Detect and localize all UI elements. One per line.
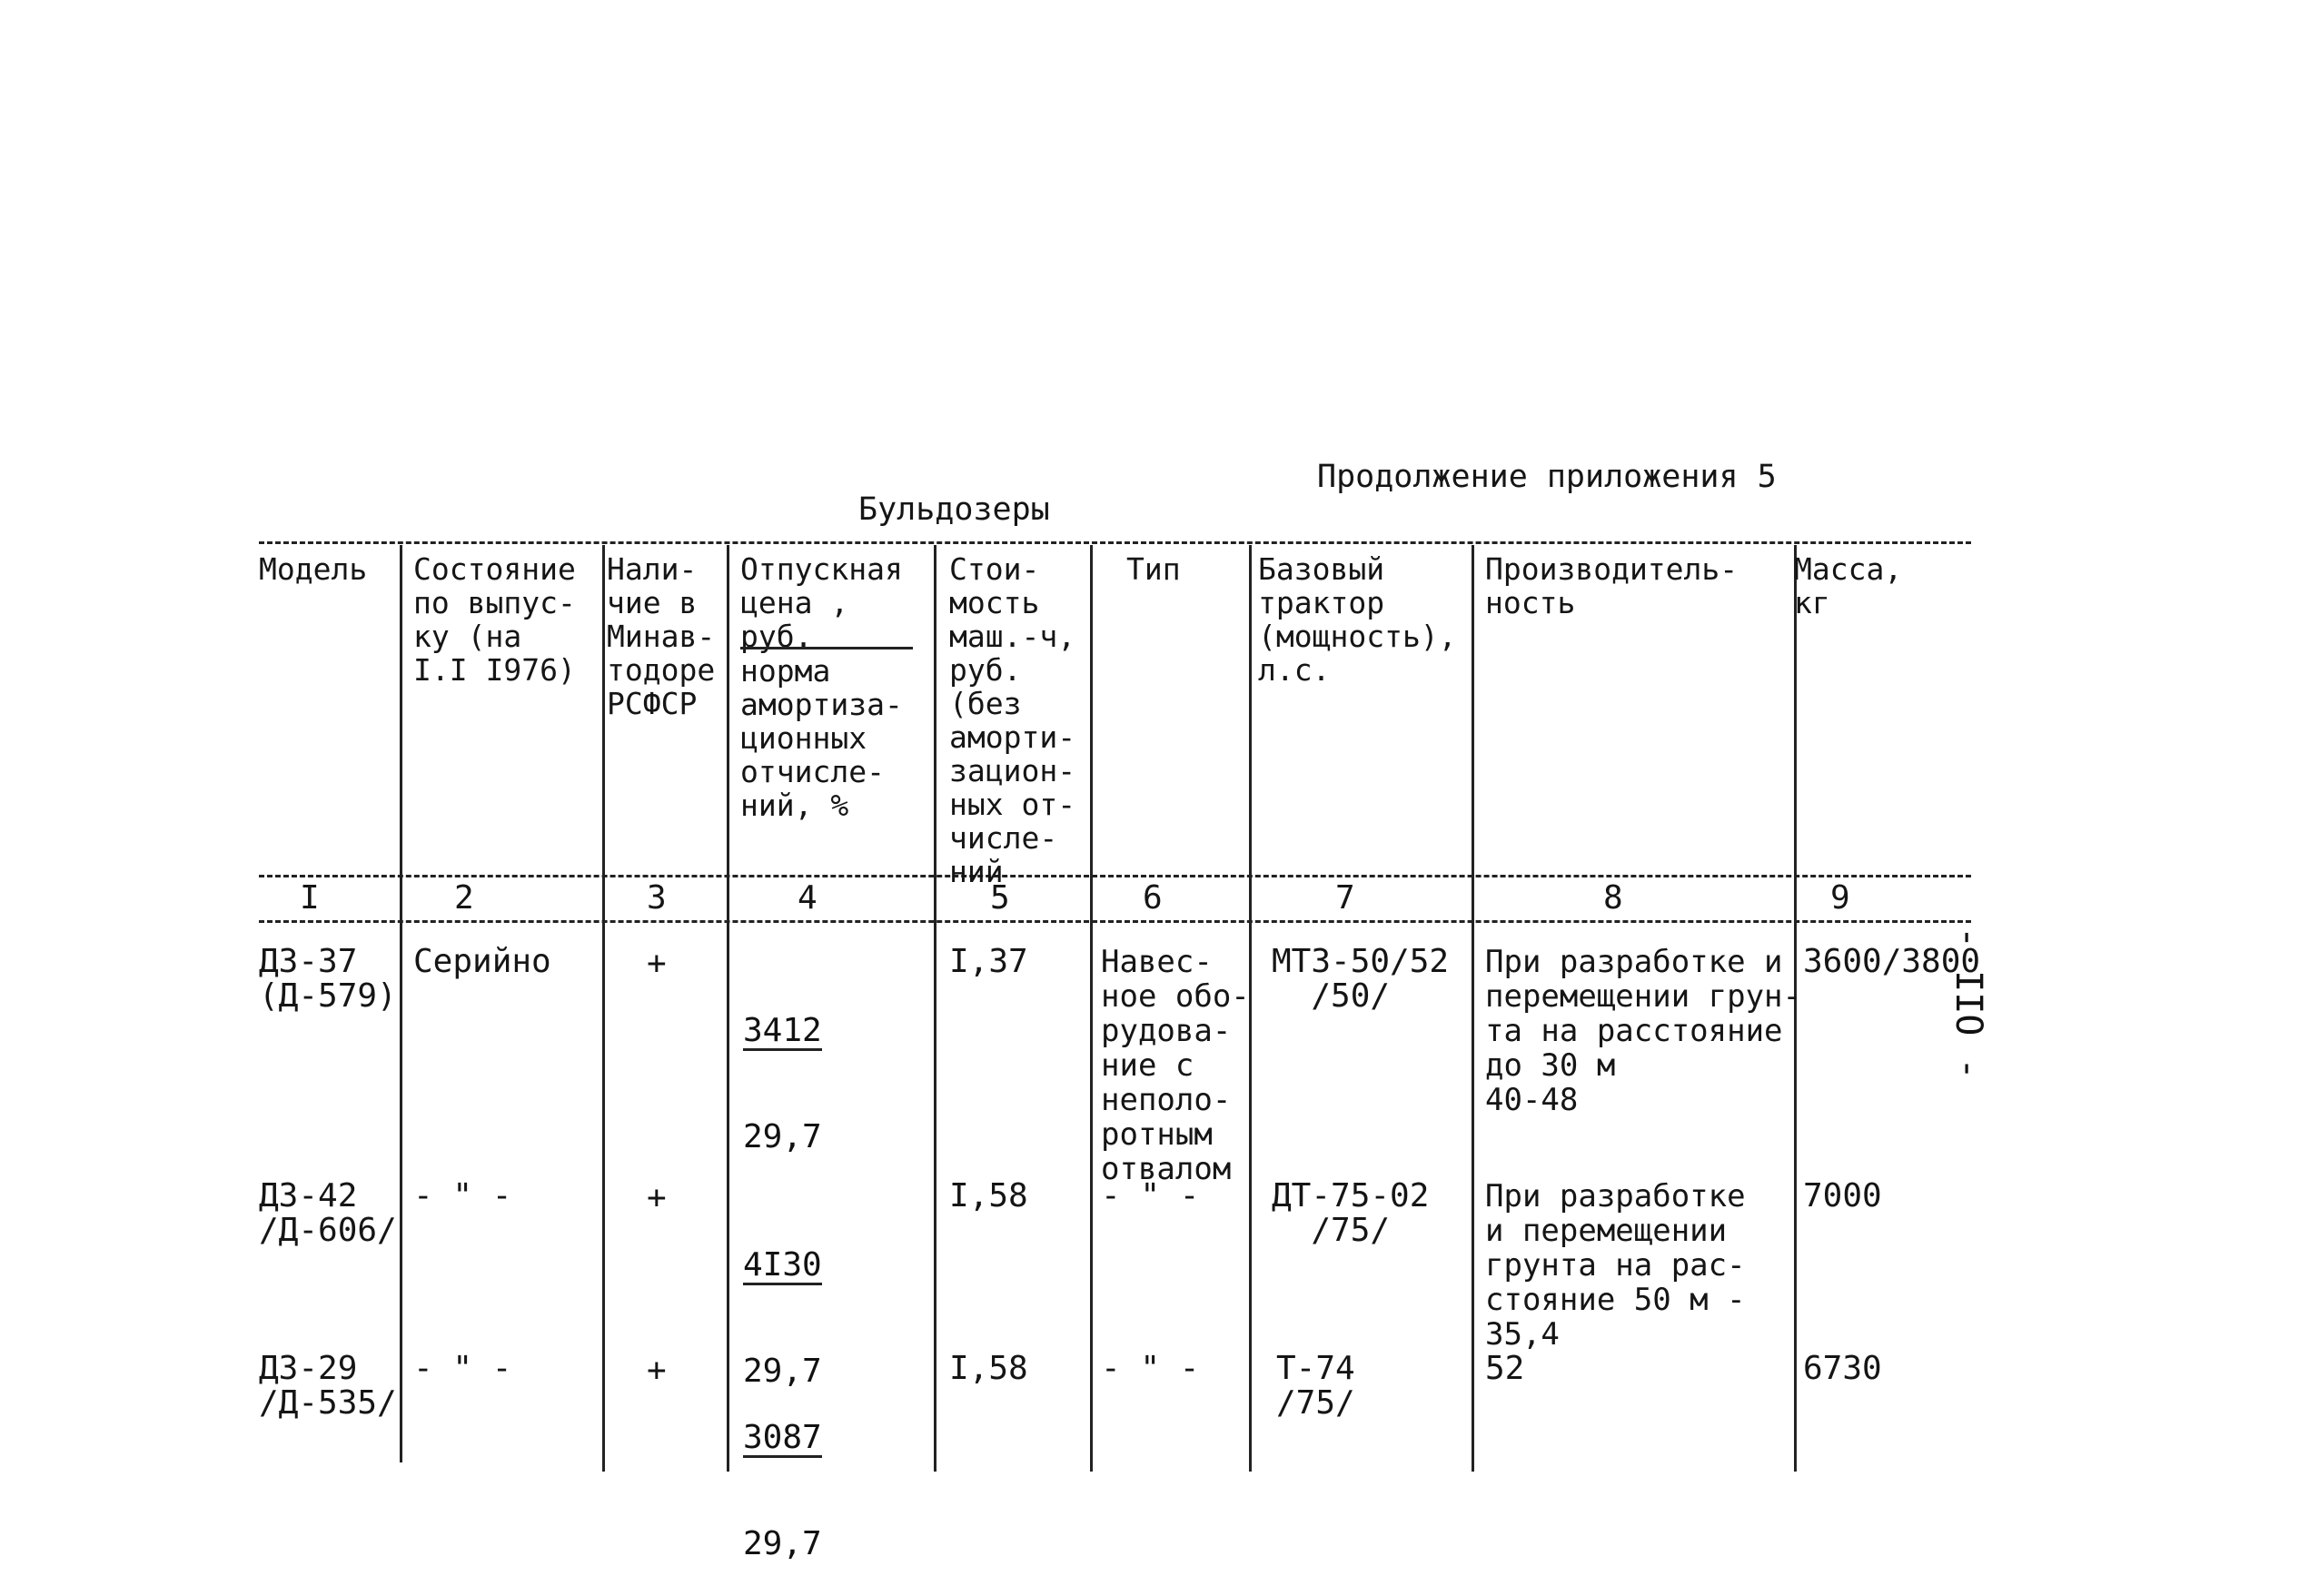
col-divider-2 — [602, 545, 605, 1472]
col-num-8: 8 — [1603, 879, 1623, 917]
col-header-price: Отпускная цена , руб. — [740, 551, 903, 654]
header-bottom-rule — [259, 875, 1971, 877]
col-header-availability: Нали- чие в Минав- тодоре РСФСР — [607, 551, 716, 721]
row2-type: - " - — [1101, 1177, 1200, 1214]
col-num-2: 2 — [454, 879, 474, 917]
col-header-norm: норма амортиза- ционных отчисле- ний, % — [740, 653, 903, 823]
col-num-3: 3 — [647, 879, 667, 917]
row1-state: Серийно — [413, 943, 551, 980]
row1-type: Навес- ное обо- рудова- ние с неполо- ротным отвалом — [1101, 944, 1250, 1187]
col-num-1: I — [300, 879, 320, 917]
row1-price-fraction — [743, 945, 822, 1189]
numbers-bottom-rule — [259, 920, 1971, 923]
row3-norm: 29,7 — [743, 1525, 822, 1562]
page-title: Бульдозеры — [858, 491, 1050, 528]
col-header-cost: Стои- мость маш.-ч, руб. (без аморти- зацион- ных от- числе- ний — [949, 551, 1076, 889]
col-num-6: 6 — [1143, 879, 1163, 917]
row3-availability: + — [647, 1352, 667, 1389]
row2-tractor: ДТ-75-02 /75/ — [1272, 1177, 1430, 1249]
row1-mass: 3600/3800 — [1803, 943, 1981, 980]
row2-cost: I,58 — [949, 1177, 1028, 1214]
row1-availability: + — [647, 945, 667, 982]
row3-price: 3087 — [743, 1419, 822, 1456]
row3-price-fraction — [743, 1352, 822, 1596]
col-num-7: 7 — [1335, 879, 1355, 917]
col-num-9: 9 — [1830, 879, 1850, 917]
page-number: - IIO - — [1947, 927, 1989, 1080]
col-header-model: Модель — [259, 551, 368, 587]
row2-model: ДЗ-42 /Д-606/ — [259, 1177, 397, 1249]
row2-availability: + — [647, 1179, 667, 1216]
row1-performance: При разработке и перемещении грун- та на расстояние до 30 м 40-48 — [1485, 944, 1801, 1118]
row2-mass: 7000 — [1803, 1177, 1882, 1214]
row2-norm: 29,7 — [743, 1353, 822, 1390]
row3-state: - " - — [413, 1350, 512, 1387]
col-header-mass: Масса, кг — [1794, 551, 1903, 620]
col-divider-3 — [727, 545, 729, 1472]
row1-price: 3412 — [743, 1012, 822, 1049]
col-num-5: 5 — [990, 879, 1010, 917]
col-divider-1 — [400, 545, 402, 1462]
col-num-4: 4 — [798, 879, 818, 917]
price-norm-divider — [740, 647, 913, 649]
col-header-type: Тип — [1126, 551, 1181, 587]
row3-performance: 52 — [1485, 1350, 1525, 1387]
row1-tractor: МТЗ-50/52 /50/ — [1272, 943, 1450, 1015]
continuation-label: Продолжение приложения 5 — [1317, 459, 1777, 495]
col-header-state: Состояние по выпус- ку (на I.I I976) — [413, 551, 576, 688]
col-header-performance: Производитель- ность — [1485, 551, 1739, 620]
row3-mass: 6730 — [1803, 1350, 1882, 1387]
col-divider-4 — [934, 545, 936, 1472]
col-divider-7 — [1472, 545, 1474, 1472]
row1-model: ДЗ-37 (Д-579) — [259, 943, 397, 1015]
row3-model: ДЗ-29 /Д-535/ — [259, 1350, 397, 1422]
col-header-tractor: Базовый трактор (мощность), л.с. — [1258, 551, 1457, 688]
row3-cost: I,58 — [949, 1350, 1028, 1387]
row1-norm: 29,7 — [743, 1118, 822, 1155]
row3-tractor: Т-74 /75/ — [1276, 1350, 1355, 1422]
row2-performance: При разработке и перемещении грунта на рас- стояние 50 м - 35,4 — [1485, 1178, 1746, 1353]
row1-cost: I,37 — [949, 943, 1028, 980]
row2-price: 4I30 — [743, 1246, 822, 1284]
row2-state: - " - — [413, 1177, 512, 1214]
row3-type: - " - — [1101, 1350, 1200, 1387]
col-divider-5 — [1090, 545, 1093, 1472]
table-top-rule — [259, 541, 1971, 544]
